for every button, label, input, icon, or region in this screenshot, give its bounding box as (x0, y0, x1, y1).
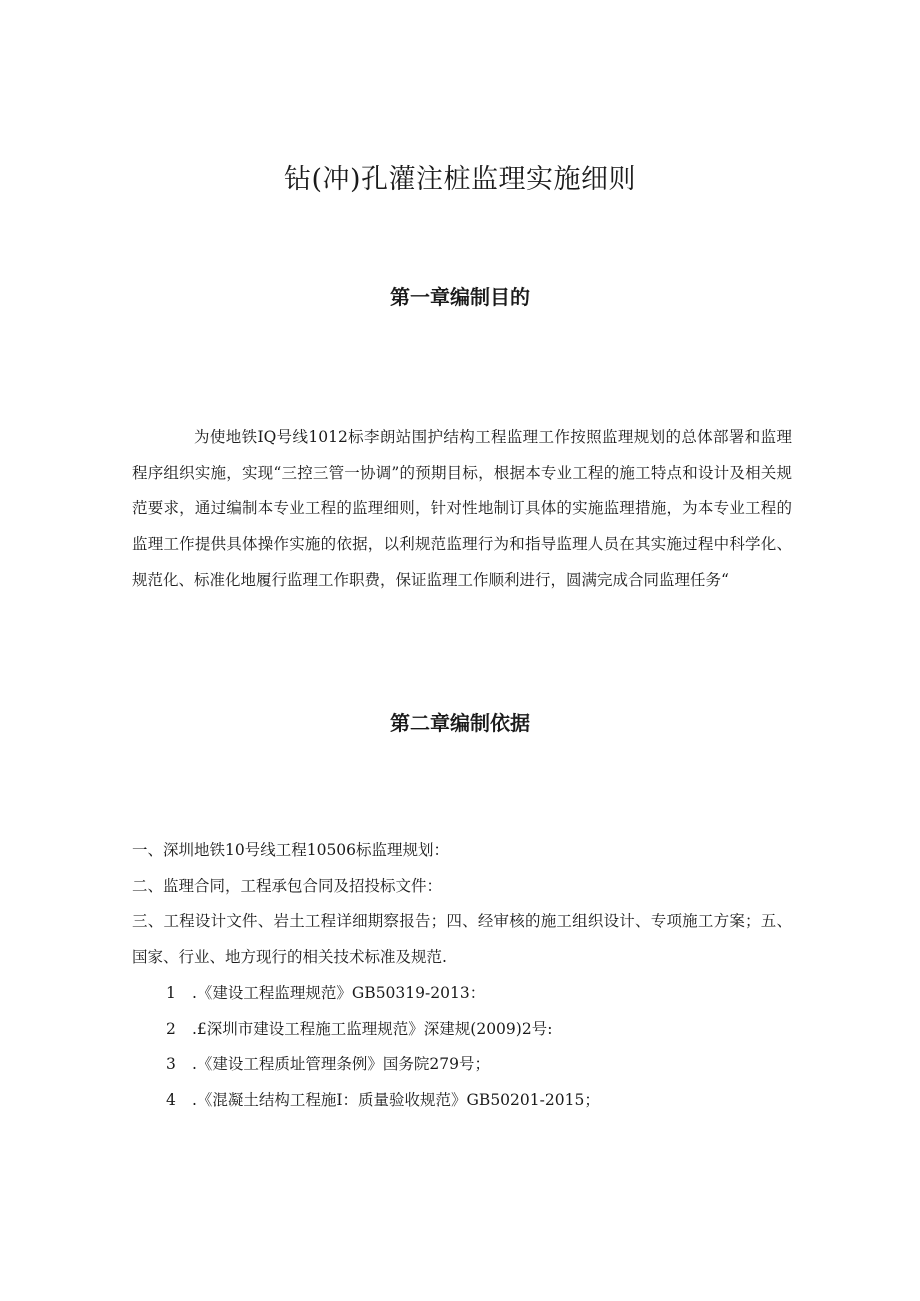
standard-item (132, 1047, 792, 1083)
standard-item-number: 2 (166, 1019, 176, 1038)
basis-item: 二、监理合同，工程承包合同及招投标文件： (132, 876, 443, 895)
basis-item: 三、工程设计文件、岩土工程详细期察报告；四、经审核的施工组织设计、专项施工方案；五、国家、行业、地方现行的相关技术标准及规范. (132, 912, 792, 967)
standard-item (132, 1083, 792, 1119)
chapter-2-heading: 第二章编制依据 (390, 711, 530, 735)
standard-item (132, 976, 792, 1012)
standard-item-text: .《建设工程质址管理条例》国务院279号； (192, 1055, 491, 1074)
standard-item-text: .《建设工程监理规范》GB50319-2013： (192, 983, 486, 1002)
standard-item-number: 4 (166, 1090, 176, 1109)
basis-item: 一、深圳地铁10号线工程10506标监理规划： (132, 841, 450, 859)
chapter-1-heading: 第一章编制目的 (390, 285, 530, 309)
standard-item-text: .£深圳市建设工程施工监理规范》深建规(2009)2号: (192, 1019, 553, 1038)
purpose-paragraph: 为使地铁IQ号线1012标李朗站围护结构工程监理工作按照监理规划的总体部署和监理程序组织实施，实现“三控三管一协调”的预期目标，根据本专业工程的施工特点和设计及相关规范要求，通过编制本专业工程的监理细则，针对性地制订具体的实施监理措施，为本专业工程的监理工作提供具体操作实施的依据，以利规范监理行为和指导监理人员在其实施过程中科学化、规范化、标准化地履行监理工作职费，保证监理工作顺利进行，圆满完成合同监理任务“ (132, 428, 792, 589)
basis-list (132, 833, 792, 1119)
standard-item-text: .《混凝土结构工程施I：质量验收规范》GB50201-2015； (192, 1090, 600, 1109)
standard-item-number: 3 (166, 1055, 176, 1074)
standard-item-number: 1 (166, 983, 176, 1002)
standard-item (132, 1012, 792, 1048)
document-title: 钻(冲)孔灌注桩监理实施细则 (283, 164, 637, 195)
